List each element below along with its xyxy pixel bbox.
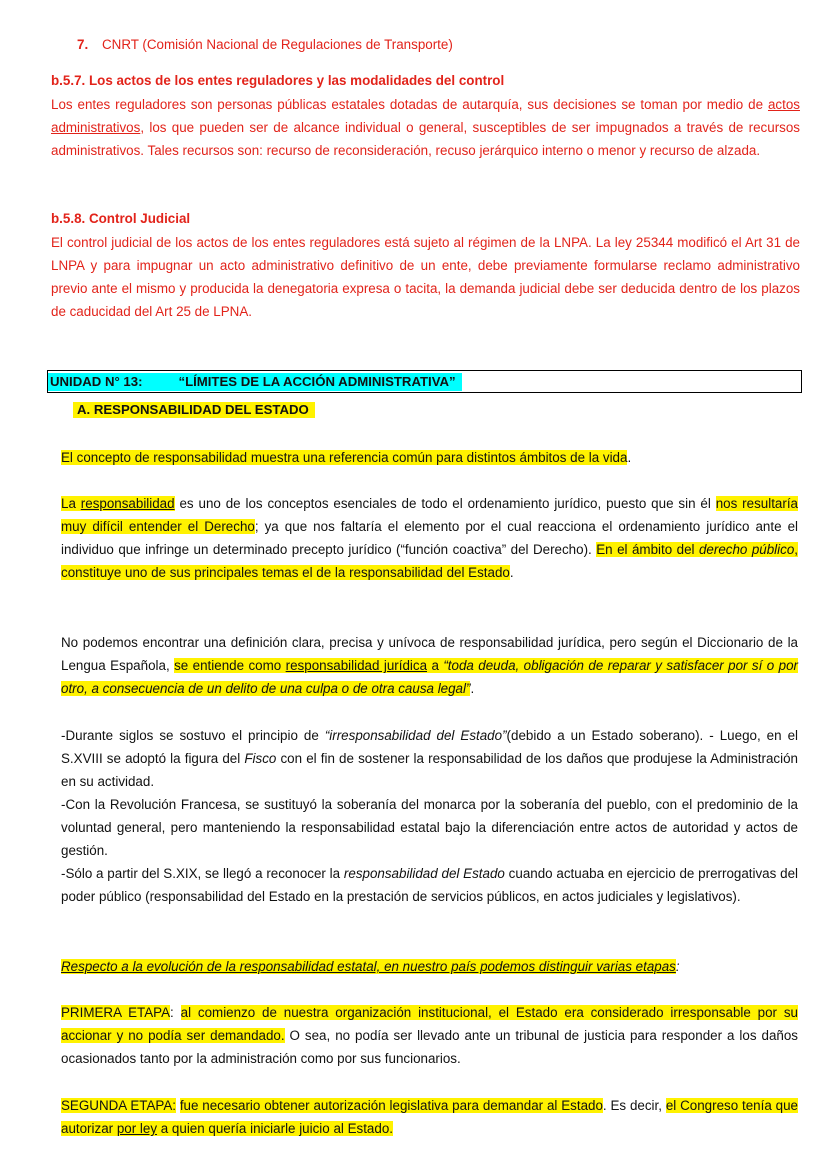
- paragraph-b58: El control judicial de los actos de los entes reguladores está sujeto al régimen de la LNPA. La ley 25344 modificó el Art 31 de LNPA y para impugnar un acto administrativo definitivo de un ente, debe previamente formularse reclamo administrativo previo ante el mismo y producida la denegatoria expresa o tacita, la demanda judicial debe ser deducida dentro de los plazos de caducidad del Art 25 de LPNA.: [51, 235, 800, 319]
- primera-etapa-label: PRIMERA ETAPA: [61, 1005, 171, 1020]
- list-item-cnrt: [77, 36, 453, 54]
- unit-header: [48, 373, 462, 391]
- paragraph-etapas-intro: Respecto a la evolución de la responsabilidad estatal, en nuestro país podemos distinguir varias etapas:: [61, 959, 680, 974]
- historia-line-1: -Durante siglos se sostuvo el principio de “irresponsabilidad del Estado”(debido a un Estado soberano). - Luego, en el S.XVIII se adoptó la figura del Fisco con el fin de sostener la responsabilidad de los daños que produjese la Administración en su actividad.: [61, 728, 799, 789]
- segunda-etapa-label: SEGUNDA ETAPA:: [61, 1098, 176, 1113]
- list-item-number: 7.: [77, 37, 89, 52]
- list-item-text: CNRT (Comisión Nacional de Regulaciones de Transporte): [102, 37, 453, 52]
- paragraph-segunda-etapa: SEGUNDA ETAPA: fue necesario obtener autorización legislativa para demandar al Estado. Es decir, el Congreso tenía que autorizar por ley a quien quería iniciarle juicio al Estado.: [61, 1098, 798, 1136]
- paragraph-concepto: El concepto de responsabilidad muestra una referencia común para distintos ámbitos de la vida.: [61, 450, 632, 465]
- historia-line-2: -Con la Revolución Francesa, se sustituyó la soberanía del monarca por la soberanía del pueblo, con el predominio de la voluntad general, pero manteniendo la responsabilidad estatal bajo la diferenciación entre actos de autoridad y actos de gestión.: [61, 797, 798, 858]
- actos-administrativos-link: actos administrativos: [51, 97, 800, 135]
- paragraph-historia: [61, 724, 798, 908]
- paragraph-primera-etapa: PRIMERA ETAPA: al comienzo de nuestra organización institucional, el Estado era considerado irresponsable por su accionar y no podía ser demandado. O sea, no podía ser llevado ante un tribunal de justicia para responder a los daños ocasionados tanto por la administración como por sus funcionarios.: [61, 1005, 798, 1066]
- section-a-heading: A. RESPONSABILIDAD DEL ESTADO: [73, 401, 315, 419]
- unit-title: “LÍMITES DE LA ACCIÓN ADMINISTRATIVA”: [178, 374, 456, 389]
- historia-line-3: -Sólo a partir del S.XIX, se llegó a reconocer la responsabilidad del Estado cuando actuaba en ejercicio de prerrogativas del poder público (responsabilidad del Estado en la prestación de servicios públicos, en actos judiciales y legislativos).: [61, 866, 798, 904]
- paragraph-definicion: No podemos encontrar una definición clara, precisa y unívoca de responsabilidad jurídica, pero según el Diccionario de la Lengua Española, se entiende como responsabilidad jurídica a “toda deuda, obligación de reparar y satisfacer por sí o por otro, a consecuencia de un delito de una culpa o de otra causa legal”.: [61, 635, 798, 696]
- section-heading-b58: b.5.8. Control Judicial: [51, 211, 191, 226]
- paragraph-b57: Los entes reguladores son personas públicas estatales dotadas de autarquía, sus decisiones se toman por medio de actos administrativos, los que pueden ser de alcance individual o general, susceptibles de ser impugnados a través de recursos administrativos. Tales recursos son: recurso de reconsideración, recuso jerárquico interno o menor y recurso de alzada.: [51, 97, 800, 158]
- section-heading-b57: b.5.7. Los actos de los entes reguladores y las modalidades del control: [51, 73, 505, 88]
- unit-label: UNIDAD N° 13:: [50, 374, 143, 389]
- unit-header-box: [47, 370, 802, 393]
- paragraph-responsabilidad: La responsabilidad es uno de los conceptos esenciales de todo el ordenamiento jurídico, puesto que sin él nos resultaría muy difícil entender el Derecho; ya que nos faltaría el elemento por el cual reacciona el ordenamiento jurídico ante el individuo que infringe un determinado precepto jurídico (“función coactiva” del Derecho). En el ámbito del derecho público, constituye uno de sus principales temas el de la responsabilidad del Estado.: [61, 496, 799, 580]
